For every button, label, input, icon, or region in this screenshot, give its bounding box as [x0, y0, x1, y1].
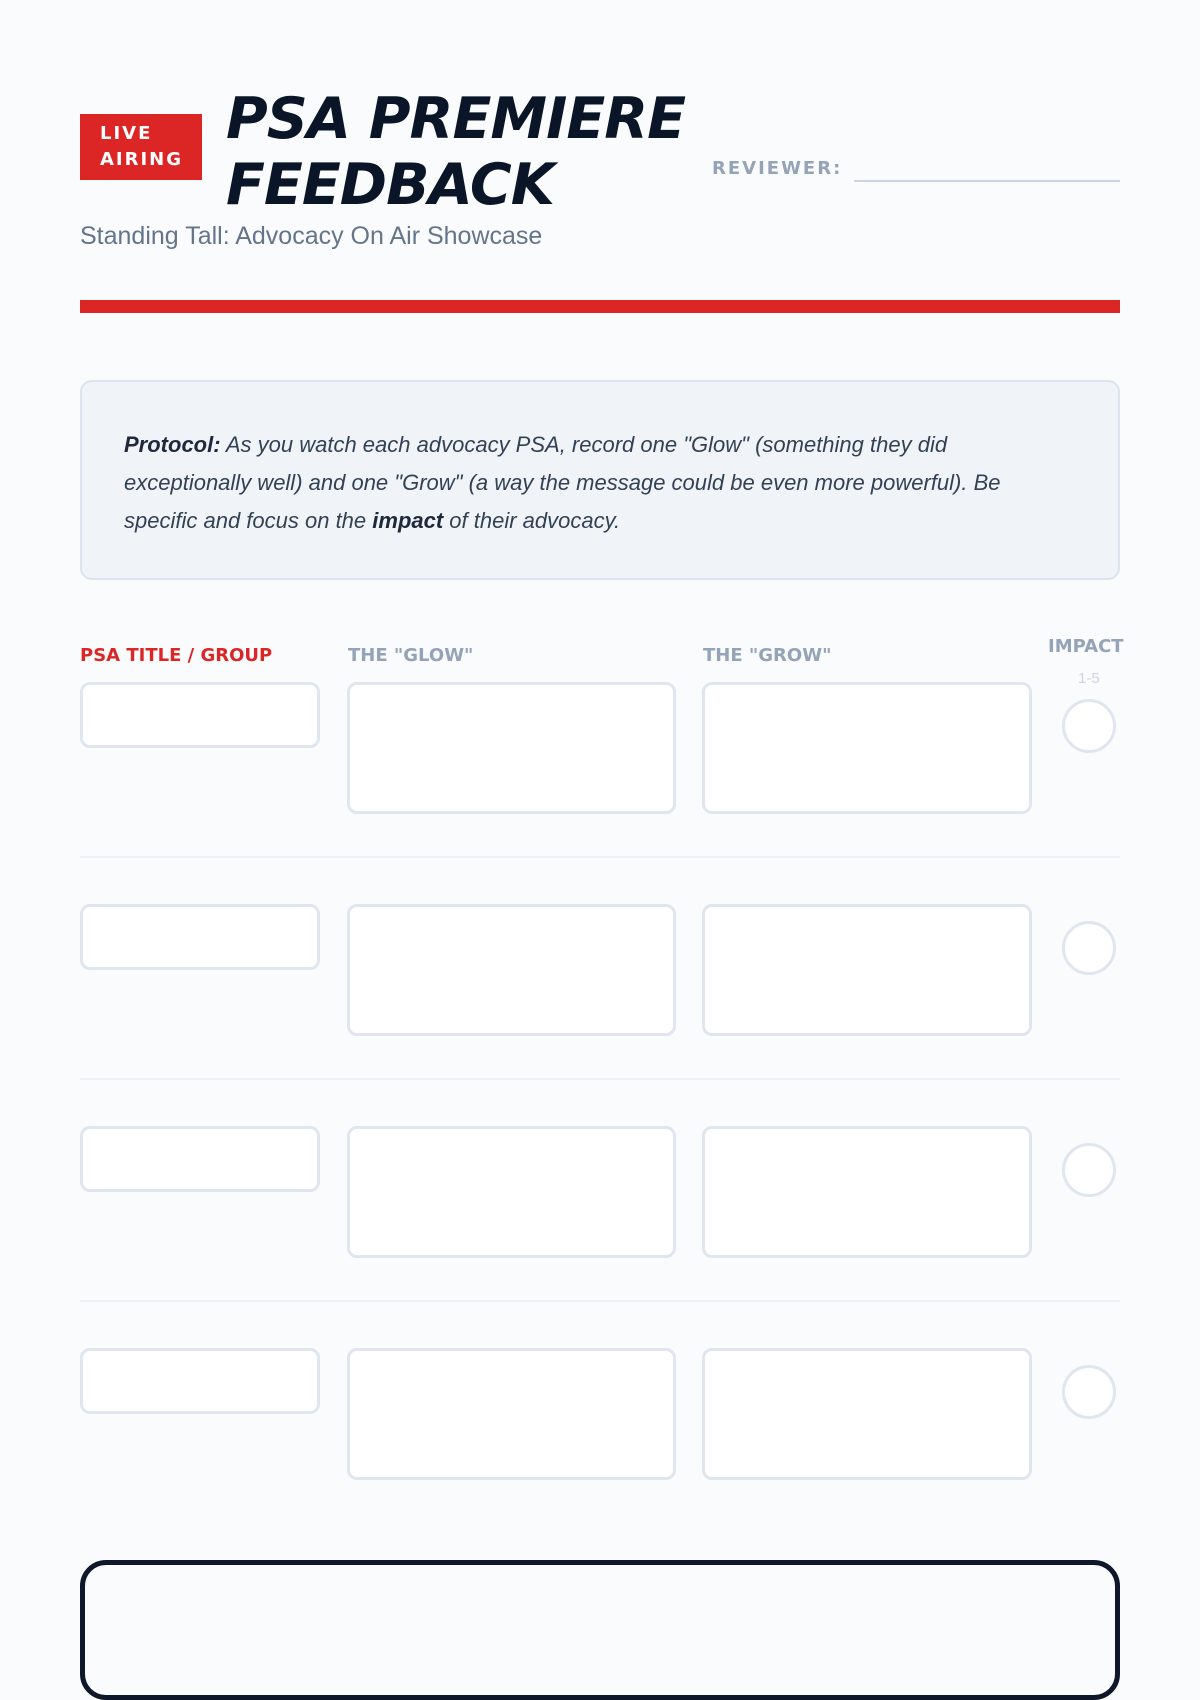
- feedback-row: [80, 904, 1120, 1126]
- impact-rating-circle[interactable]: [1062, 921, 1116, 975]
- badge-line-1: LIVE: [100, 123, 153, 144]
- row-divider: [80, 1078, 1120, 1080]
- header: [80, 86, 1120, 218]
- protocol-bold-word: impact: [372, 508, 444, 533]
- accent-rule: [80, 300, 1120, 313]
- grow-textarea[interactable]: [702, 904, 1032, 1036]
- feedback-row: [80, 682, 1120, 904]
- grow-textarea[interactable]: [702, 1348, 1032, 1480]
- summary-box: [80, 1560, 1120, 1700]
- impact-rating-circle[interactable]: [1062, 1143, 1116, 1197]
- impact-scale-hint: 1-5: [1078, 670, 1100, 687]
- row-divider: [80, 856, 1120, 858]
- impact-rating-circle[interactable]: [1062, 699, 1116, 753]
- feedback-sheet: [80, 0, 1124, 1600]
- feedback-row: [80, 1348, 1120, 1570]
- title-line-2: FEEDBACK: [226, 152, 554, 218]
- grow-textarea[interactable]: [702, 682, 1032, 814]
- live-airing-badge: [80, 114, 202, 180]
- title-line-1: PSA PREMIERE: [226, 86, 686, 152]
- glow-textarea[interactable]: [347, 904, 676, 1036]
- psa-title-input[interactable]: [80, 1348, 320, 1414]
- column-header-grow: THE "GROW": [703, 645, 832, 666]
- glow-textarea[interactable]: [347, 1126, 676, 1258]
- reviewer-label: REVIEWER:: [712, 158, 843, 179]
- badge-line-2: AIRING: [100, 149, 184, 170]
- psa-title-input[interactable]: [80, 682, 320, 748]
- page-subtitle: Standing Tall: Advocacy On Air Showcase: [80, 222, 543, 250]
- column-header-title: PSA TITLE / GROUP: [80, 645, 273, 666]
- protocol-label: Protocol:: [124, 432, 221, 457]
- protocol-text-1: As you watch each advocacy PSA, record one "Glow" (something they did exceptionally well) and one "Grow" (a way the message could be even more powerful). Be specific and focus on the: [124, 432, 1001, 533]
- column-header-glow: THE "GLOW": [348, 645, 474, 666]
- reviewer-field[interactable]: [712, 158, 1120, 188]
- column-header-impact: IMPACT: [1048, 636, 1124, 657]
- glow-textarea[interactable]: [347, 682, 676, 814]
- protocol-text-2: of their advocacy.: [443, 508, 621, 533]
- glow-textarea[interactable]: [347, 1348, 676, 1480]
- page-title: [226, 86, 685, 218]
- grow-textarea[interactable]: [702, 1126, 1032, 1258]
- protocol-box: [80, 380, 1120, 580]
- impact-rating-circle[interactable]: [1062, 1365, 1116, 1419]
- feedback-row: [80, 1126, 1120, 1348]
- psa-title-input[interactable]: [80, 1126, 320, 1192]
- reviewer-input-line[interactable]: [854, 180, 1120, 182]
- psa-title-input[interactable]: [80, 904, 320, 970]
- row-divider: [80, 1300, 1120, 1302]
